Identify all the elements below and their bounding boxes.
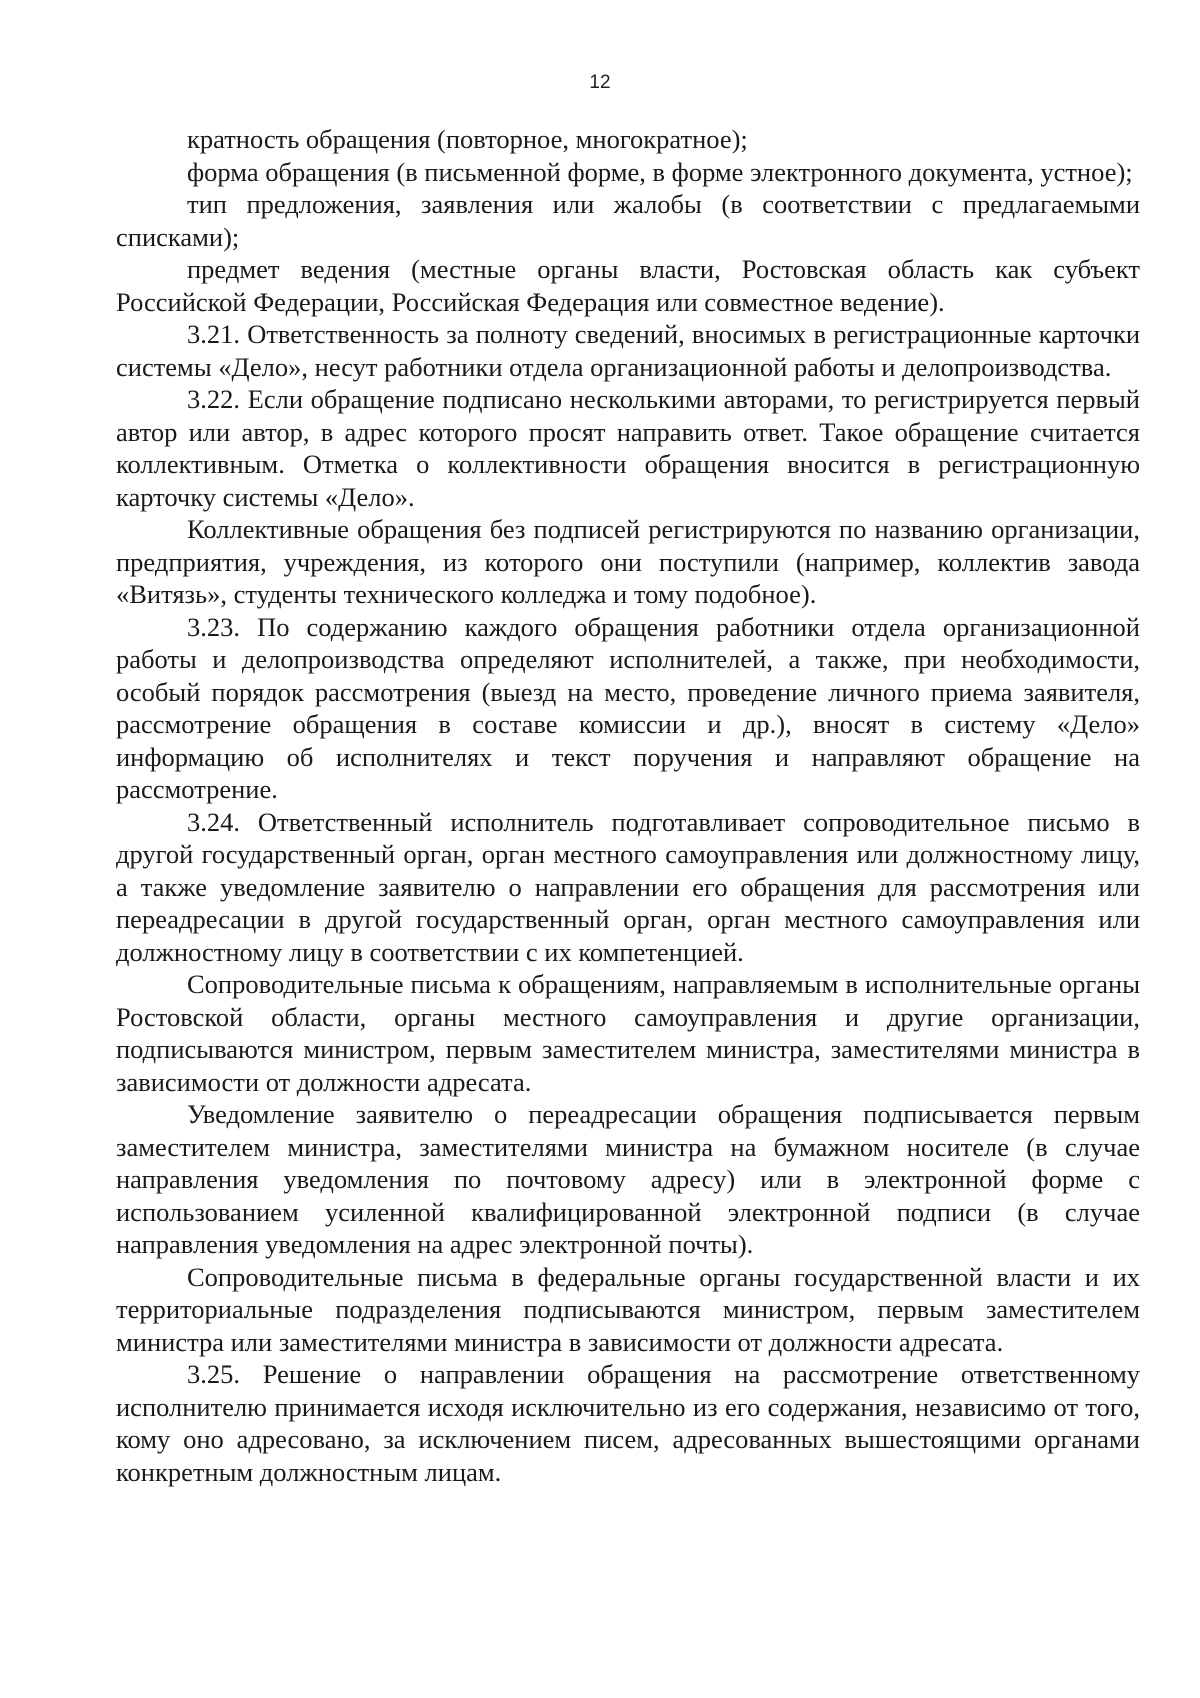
page-number: 12 [589, 72, 611, 93]
paragraph: предмет ведения (местные органы власти, Ростовская область как субъект Российской Федерации, Российская Федерация или совместное ведение). [116, 254, 1140, 317]
paragraph: 3.24. Ответственный исполнитель подготавливает сопроводительное письмо в другой государственный орган, орган местного самоуправления или должностному лицу, а также уведомление заявителю о направлении его обращения для рассмотрения или переадресации в другой государственный орган, орган местного самоуправления или должностному лицу в соответствии с их компетенцией. [116, 806, 1140, 967]
paragraph: тип предложения, заявления или жалобы (в соответствии с предлагаемыми списками); [116, 189, 1140, 252]
document-body [116, 123, 1140, 1488]
paragraph: форма обращения (в письменной форме, в форме электронного документа, устное); [187, 156, 1133, 187]
paragraph: Сопроводительные письма к обращениям, направляемым в исполнительные органы Ростовской области, органы местного самоуправления и другие организации, подписываются министром, первым заместителем министра, заместителями министра в зависимости от должности адресата. [116, 969, 1140, 1097]
paragraph: 3.23. По содержанию каждого обращения работники отдела организационной работы и делопроизводства определяют исполнителей, а также, при необходимости, особый порядок рассмотрения (выезд на место, проведение личного приема заявителя, рассмотрение обращения в составе комиссии и др.), вносят в систему «Дело» информацию об исполнителях и текст поручения и направляют обращение на рассмотрение. [116, 611, 1140, 804]
paragraph: 3.21. Ответственность за полноту сведений, вносимых в регистрационные карточки системы «Дело», несут работники отдела организационной работы и делопроизводства. [116, 319, 1140, 382]
paragraph: Сопроводительные письма в федеральные органы государственной власти и их территориальные подразделения подписываются министром, первым заместителем министра или заместителями министра в зависимости от должности адресата. [116, 1261, 1140, 1357]
paragraph: 3.25. Решение о направлении обращения на рассмотрение ответственному исполнителю принимается исходя исключительно из его содержания, независимо от того, кому оно адресовано, за исключением писем, адресованных вышестоящими органами конкретным должностным лицам. [116, 1359, 1140, 1487]
paragraph: кратность обращения (повторное, многократное); [187, 124, 748, 154]
paragraph: 3.22. Если обращение подписано несколькими авторами, то регистрируется первый автор или автор, в адрес которого просят направить ответ. Такое обращение считается коллективным. Отметка о коллективности обращения вносится в регистрационную карточку системы «Дело». [116, 384, 1140, 512]
paragraph: Коллективные обращения без подписей регистрируются по названию организации, предприятия, учреждения, из которого они поступили (например, коллектив завода «Витязь», студенты технического колледжа и тому подобное). [116, 514, 1140, 609]
paragraph: Уведомление заявителю о переадресации обращения подписывается первым заместителем министра, заместителями министра на бумажном носителе (в случае направления уведомления по почтовому адресу) или в электронной форме с использованием усиленной квалифицированной электронной подписи (в случае направления уведомления на адрес электронной почты). [116, 1099, 1140, 1259]
